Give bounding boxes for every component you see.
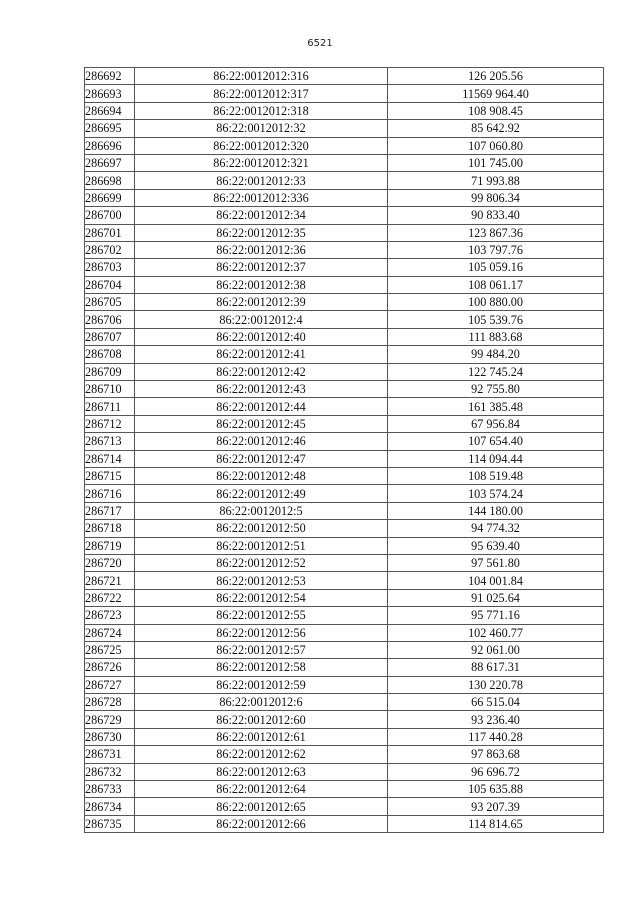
row-id-cell: 286732 <box>85 763 135 780</box>
cadastral-value-cell: 123 867.36 <box>388 224 604 241</box>
cadastral-value-cell: 95 639.40 <box>388 537 604 554</box>
row-id-cell: 286692 <box>85 68 135 85</box>
table-row <box>85 294 604 311</box>
table-row <box>85 259 604 276</box>
cadastral-number-cell: 86:22:0012012:316 <box>135 68 388 85</box>
cadastral-number-cell: 86:22:0012012:40 <box>135 328 388 345</box>
table-row <box>85 311 604 328</box>
row-id-cell: 286721 <box>85 572 135 589</box>
row-id-cell: 286693 <box>85 85 135 102</box>
cadastral-value-cell: 91 025.64 <box>388 589 604 606</box>
cadastral-value-cell: 94 774.32 <box>388 520 604 537</box>
table-row <box>85 398 604 415</box>
table-row <box>85 589 604 606</box>
table-row <box>85 641 604 658</box>
cadastral-number-cell: 86:22:0012012:37 <box>135 259 388 276</box>
cadastral-value-cell: 105 059.16 <box>388 259 604 276</box>
table-row <box>85 346 604 363</box>
table-row <box>85 711 604 728</box>
table-row <box>85 815 604 832</box>
table-row <box>85 433 604 450</box>
cadastral-value-cell: 97 863.68 <box>388 746 604 763</box>
table-row <box>85 676 604 693</box>
page-number: 6521 <box>307 38 333 49</box>
cadastral-value-table <box>84 67 604 833</box>
cadastral-number-cell: 86:22:0012012:44 <box>135 398 388 415</box>
table-row <box>85 659 604 676</box>
table-row <box>85 363 604 380</box>
cadastral-value-cell: 93 236.40 <box>388 711 604 728</box>
row-id-cell: 286709 <box>85 363 135 380</box>
table-row <box>85 224 604 241</box>
cadastral-value-cell: 97 561.80 <box>388 554 604 571</box>
row-id-cell: 286711 <box>85 398 135 415</box>
cadastral-number-cell: 86:22:0012012:55 <box>135 607 388 624</box>
row-id-cell: 286731 <box>85 746 135 763</box>
cadastral-number-cell: 86:22:0012012:321 <box>135 154 388 171</box>
cadastral-value-cell: 126 205.56 <box>388 68 604 85</box>
cadastral-value-cell: 114 094.44 <box>388 450 604 467</box>
row-id-cell: 286702 <box>85 241 135 258</box>
cadastral-value-cell: 99 484.20 <box>388 346 604 363</box>
cadastral-value-cell: 92 755.80 <box>388 381 604 398</box>
cadastral-value-cell: 71 993.88 <box>388 172 604 189</box>
cadastral-number-cell: 86:22:0012012:4 <box>135 311 388 328</box>
row-id-cell: 286733 <box>85 781 135 798</box>
table-row <box>85 172 604 189</box>
cadastral-number-cell: 86:22:0012012:336 <box>135 189 388 206</box>
cadastral-number-cell: 86:22:0012012:51 <box>135 537 388 554</box>
cadastral-value-cell: 108 519.48 <box>388 467 604 484</box>
cadastral-number-cell: 86:22:0012012:46 <box>135 433 388 450</box>
cadastral-number-cell: 86:22:0012012:33 <box>135 172 388 189</box>
cadastral-number-cell: 86:22:0012012:47 <box>135 450 388 467</box>
row-id-cell: 286715 <box>85 467 135 484</box>
cadastral-number-cell: 86:22:0012012:38 <box>135 276 388 293</box>
row-id-cell: 286708 <box>85 346 135 363</box>
cadastral-number-cell: 86:22:0012012:42 <box>135 363 388 380</box>
cadastral-number-cell: 86:22:0012012:65 <box>135 798 388 815</box>
cadastral-number-cell: 86:22:0012012:39 <box>135 294 388 311</box>
cadastral-number-cell: 86:22:0012012:63 <box>135 763 388 780</box>
table-row <box>85 189 604 206</box>
row-id-cell: 286735 <box>85 815 135 832</box>
row-id-cell: 286728 <box>85 694 135 711</box>
row-id-cell: 286720 <box>85 554 135 571</box>
table-row <box>85 120 604 137</box>
table-row <box>85 520 604 537</box>
cadastral-value-cell: 122 745.24 <box>388 363 604 380</box>
table-row <box>85 607 604 624</box>
row-id-cell: 286710 <box>85 381 135 398</box>
cadastral-value-cell: 161 385.48 <box>388 398 604 415</box>
cadastral-value-cell: 103 574.24 <box>388 485 604 502</box>
cadastral-number-cell: 86:22:0012012:61 <box>135 728 388 745</box>
cadastral-number-cell: 86:22:0012012:43 <box>135 381 388 398</box>
row-id-cell: 286714 <box>85 450 135 467</box>
cadastral-value-cell: 107 060.80 <box>388 137 604 154</box>
cadastral-value-cell: 108 061.17 <box>388 276 604 293</box>
row-id-cell: 286712 <box>85 415 135 432</box>
row-id-cell: 286718 <box>85 520 135 537</box>
cadastral-value-cell: 102 460.77 <box>388 624 604 641</box>
table-row <box>85 241 604 258</box>
table-row <box>85 554 604 571</box>
cadastral-number-cell: 86:22:0012012:6 <box>135 694 388 711</box>
table-row <box>85 137 604 154</box>
table-row <box>85 798 604 815</box>
row-id-cell: 286700 <box>85 207 135 224</box>
table-row <box>85 746 604 763</box>
cadastral-value-cell: 95 771.16 <box>388 607 604 624</box>
row-id-cell: 286703 <box>85 259 135 276</box>
cadastral-value-cell: 108 908.45 <box>388 102 604 119</box>
cadastral-number-cell: 86:22:0012012:36 <box>135 241 388 258</box>
row-id-cell: 286727 <box>85 676 135 693</box>
cadastral-number-cell: 86:22:0012012:318 <box>135 102 388 119</box>
row-id-cell: 286730 <box>85 728 135 745</box>
row-id-cell: 286704 <box>85 276 135 293</box>
row-id-cell: 286697 <box>85 154 135 171</box>
row-id-cell: 286696 <box>85 137 135 154</box>
cadastral-number-cell: 86:22:0012012:317 <box>135 85 388 102</box>
cadastral-number-cell: 86:22:0012012:60 <box>135 711 388 728</box>
table-row <box>85 68 604 85</box>
cadastral-number-cell: 86:22:0012012:53 <box>135 572 388 589</box>
table-row <box>85 485 604 502</box>
table-row <box>85 328 604 345</box>
cadastral-value-cell: 99 806.34 <box>388 189 604 206</box>
table-row <box>85 467 604 484</box>
cadastral-number-cell: 86:22:0012012:320 <box>135 137 388 154</box>
table-row <box>85 276 604 293</box>
table-row <box>85 572 604 589</box>
cadastral-number-cell: 86:22:0012012:5 <box>135 502 388 519</box>
cadastral-number-cell: 86:22:0012012:54 <box>135 589 388 606</box>
row-id-cell: 286699 <box>85 189 135 206</box>
cadastral-value-cell: 92 061.00 <box>388 641 604 658</box>
cadastral-number-cell: 86:22:0012012:45 <box>135 415 388 432</box>
table-row <box>85 381 604 398</box>
cadastral-number-cell: 86:22:0012012:56 <box>135 624 388 641</box>
cadastral-number-cell: 86:22:0012012:52 <box>135 554 388 571</box>
cadastral-value-cell: 101 745.00 <box>388 154 604 171</box>
cadastral-value-cell: 67 956.84 <box>388 415 604 432</box>
row-id-cell: 286724 <box>85 624 135 641</box>
cadastral-value-cell: 117 440.28 <box>388 728 604 745</box>
row-id-cell: 286706 <box>85 311 135 328</box>
cadastral-number-cell: 86:22:0012012:57 <box>135 641 388 658</box>
cadastral-value-cell: 144 180.00 <box>388 502 604 519</box>
table-row <box>85 102 604 119</box>
row-id-cell: 286716 <box>85 485 135 502</box>
cadastral-value-cell: 93 207.39 <box>388 798 604 815</box>
cadastral-number-cell: 86:22:0012012:50 <box>135 520 388 537</box>
cadastral-value-cell: 96 696.72 <box>388 763 604 780</box>
table-row <box>85 624 604 641</box>
table-row <box>85 207 604 224</box>
row-id-cell: 286726 <box>85 659 135 676</box>
table-row <box>85 763 604 780</box>
row-id-cell: 286695 <box>85 120 135 137</box>
table-row <box>85 450 604 467</box>
cadastral-value-cell: 66 515.04 <box>388 694 604 711</box>
table-row <box>85 694 604 711</box>
row-id-cell: 286694 <box>85 102 135 119</box>
row-id-cell: 286729 <box>85 711 135 728</box>
cadastral-number-cell: 86:22:0012012:58 <box>135 659 388 676</box>
table-row <box>85 537 604 554</box>
row-id-cell: 286713 <box>85 433 135 450</box>
cadastral-number-cell: 86:22:0012012:34 <box>135 207 388 224</box>
row-id-cell: 286734 <box>85 798 135 815</box>
table-row <box>85 502 604 519</box>
cadastral-value-cell: 114 814.65 <box>388 815 604 832</box>
cadastral-value-cell: 104 001.84 <box>388 572 604 589</box>
row-id-cell: 286705 <box>85 294 135 311</box>
cadastral-number-cell: 86:22:0012012:66 <box>135 815 388 832</box>
cadastral-value-cell: 100 880.00 <box>388 294 604 311</box>
cadastral-value-cell: 107 654.40 <box>388 433 604 450</box>
row-id-cell: 286719 <box>85 537 135 554</box>
cadastral-value-cell: 111 883.68 <box>388 328 604 345</box>
row-id-cell: 286707 <box>85 328 135 345</box>
cadastral-value-cell: 105 635.88 <box>388 781 604 798</box>
cadastral-number-cell: 86:22:0012012:49 <box>135 485 388 502</box>
row-id-cell: 286723 <box>85 607 135 624</box>
cadastral-number-cell: 86:22:0012012:32 <box>135 120 388 137</box>
row-id-cell: 286717 <box>85 502 135 519</box>
table-row <box>85 728 604 745</box>
cadastral-number-cell: 86:22:0012012:48 <box>135 467 388 484</box>
table-row <box>85 781 604 798</box>
table-body <box>85 68 604 833</box>
cadastral-number-cell: 86:22:0012012:41 <box>135 346 388 363</box>
table-row <box>85 154 604 171</box>
cadastral-value-cell: 11569 964.40 <box>388 85 604 102</box>
row-id-cell: 286725 <box>85 641 135 658</box>
cadastral-value-cell: 130 220.78 <box>388 676 604 693</box>
cadastral-number-cell: 86:22:0012012:62 <box>135 746 388 763</box>
cadastral-value-cell: 85 642.92 <box>388 120 604 137</box>
row-id-cell: 286722 <box>85 589 135 606</box>
row-id-cell: 286698 <box>85 172 135 189</box>
table-row <box>85 415 604 432</box>
table-row <box>85 85 604 102</box>
cadastral-value-cell: 103 797.76 <box>388 241 604 258</box>
cadastral-value-cell: 90 833.40 <box>388 207 604 224</box>
cadastral-number-cell: 86:22:0012012:64 <box>135 781 388 798</box>
cadastral-number-cell: 86:22:0012012:35 <box>135 224 388 241</box>
row-id-cell: 286701 <box>85 224 135 241</box>
cadastral-value-cell: 105 539.76 <box>388 311 604 328</box>
cadastral-number-cell: 86:22:0012012:59 <box>135 676 388 693</box>
cadastral-value-cell: 88 617.31 <box>388 659 604 676</box>
